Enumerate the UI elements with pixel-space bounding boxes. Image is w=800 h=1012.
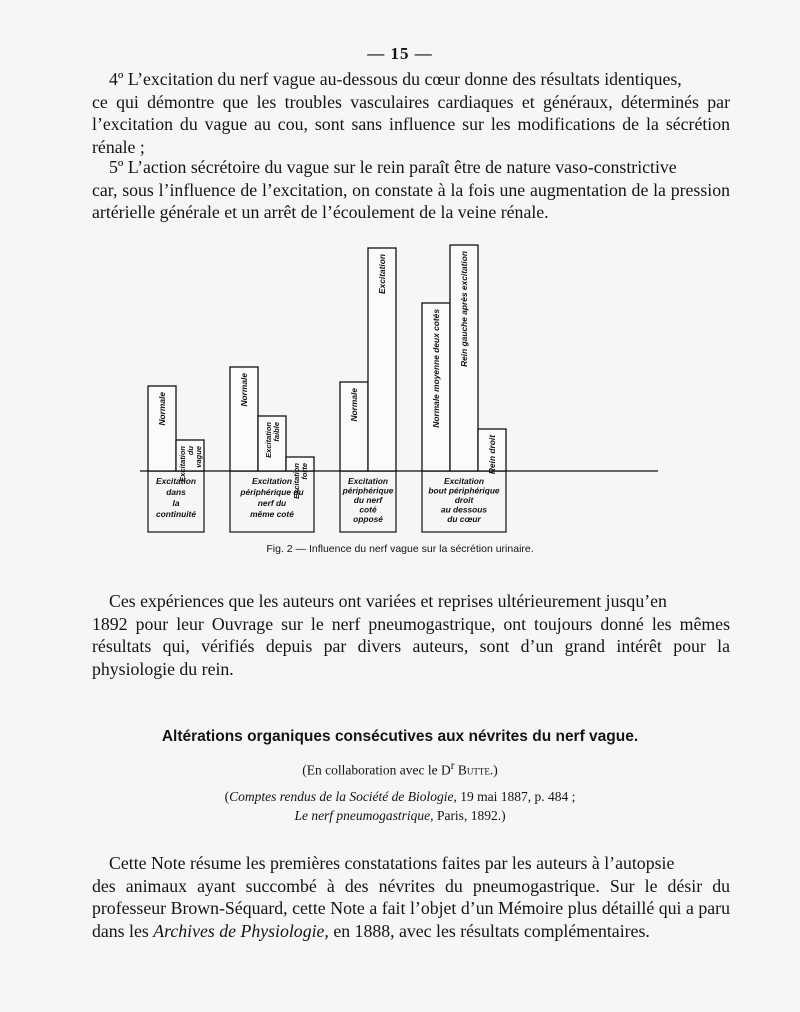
paragraph-experiences-rest: 1892 pour leur Ouvrage sur le nerf pneumogastrique, ont toujours donné les mêmes résultats qui, vérifiés depuis par divers auteurs, sont d’un grand intérêt pour la physiologie du rein. — [92, 613, 730, 679]
paragraph-4 — [92, 68, 730, 158]
group-label-3-line-5: opposé — [353, 514, 383, 524]
bar-label-g4-b2-line-1: Rein gauche après excitation — [459, 251, 469, 367]
bar-label-g4-b1-line-1: Normale moyenne deux cotés — [431, 309, 441, 428]
bar-label-g2-b2-line-1: Excitation — [264, 422, 273, 458]
bar-label-g1-b1-line-1: Normale — [157, 392, 167, 426]
figure-caption: Fig. 2 — Influence du nerf vague sur la sécrétion urinaire. — [266, 543, 534, 555]
group-label-1-line-4: continuité — [155, 509, 197, 519]
group-label-1-line-1: Excitation — [155, 476, 197, 486]
group-label-2-line-2: périphérique du — [240, 487, 304, 497]
collaboration-suffix: .) — [489, 762, 498, 778]
group-label-4-line-2: bout périphérique — [428, 485, 500, 496]
paragraph-note-part1: des animaux ayant succombé à des névrites du pneumogastrique. Sur le désir du professeur Brown-Séquard, cette Note a fait l’objet d’un Mémoire plus détaillé qui a paru dans les — [92, 875, 730, 941]
paragraph-4-rest: ce qui démontre que les troubles vasculaires cardiaques et généraux, déterminés par l’excitation du vague au cou, sont sans influence sur les modifications de la sécrétion rénale ; — [92, 91, 730, 157]
paragraph-note-archives: Archives de Physiologie, — [153, 920, 329, 941]
collaboration-prefix: (En collaboration avec le D — [302, 762, 451, 778]
group-label-1-line-2: dans — [166, 487, 186, 497]
paragraph-note-first-line: Cette Note résume les premières constatations faites par les auteurs à l’autopsie — [109, 853, 675, 873]
paragraph-note — [92, 852, 730, 942]
group-label-3-line-3: du nerf — [353, 495, 383, 505]
group-label-3-line-1: Excitation — [347, 476, 389, 486]
paragraph-4-first-line: 4º L’excitation du nerf vague au-dessous du cœur donne des résultats identiques, — [109, 69, 682, 89]
group-label-3-line-4: coté — [359, 504, 377, 515]
bar-label-g3-b2-line-1: Excitation — [377, 254, 387, 295]
bar-label-g3-b1-line-1: Normale — [349, 388, 359, 422]
urinary-secretion-bar-chart — [140, 238, 670, 536]
bar-label-g1-b2-line-3: vague — [194, 446, 203, 468]
group-label-4-line-5: du cœur — [447, 514, 481, 524]
collaboration-sup: r — [450, 760, 455, 772]
group-label-4-line-4: au dessous — [440, 504, 488, 515]
bar-label-g1-b2-line-1: Excitation — [178, 446, 187, 482]
section-title: Altérations organiques consécutives aux névrites du nerf vague. — [161, 728, 639, 745]
bar-label-g2-b1-line-1: Normale — [239, 373, 249, 407]
paragraph-5-rest: car, sous l’influence de l’excitation, on constate à la fois une augmentation de la pression artérielle générale et un arrêt de l’écoulement de la veine rénale. — [92, 179, 730, 222]
group-label-4-line-3: droit — [454, 495, 474, 505]
group-label-2-line-1: Excitation — [251, 476, 293, 486]
bar-label-g1-b2-line-2: du — [186, 446, 195, 456]
paragraph-experiences — [92, 590, 730, 680]
reference-book: Le nerf pneumogastrique, — [294, 808, 434, 823]
group-label-3-line-2: périphérique — [342, 485, 394, 496]
bar-label-g2-b3-line-1: Excitation — [292, 463, 301, 499]
paragraph-experiences-first-line: Ces expériences que les auteurs ont variées et reprises ultérieurement jusqu’en — [109, 591, 667, 611]
reference-book-details: Paris, 1892.) — [433, 808, 506, 823]
group-label-4-line-1: Excitation — [443, 476, 485, 486]
reference-line-1 — [0, 789, 800, 805]
bar-label-g2-b2-line-2: faible — [272, 422, 281, 442]
group-label-2-line-4: même coté — [250, 509, 294, 519]
bar-label-g2-b3-line-2: forte — [300, 463, 309, 480]
reference-details: 19 mai 1887, p. 484 ; — [456, 789, 576, 804]
page-number: — 15 — — [367, 44, 433, 63]
paragraph-5 — [92, 156, 730, 224]
collaboration-line — [0, 760, 800, 779]
paragraph-note-part2: en 1888, avec les résultats complémentaires. — [328, 920, 650, 941]
paragraph-5-first-line: 5º L’action sécrétoire du vague sur le rein paraît être de nature vaso-constrictive — [109, 157, 677, 177]
collaborator-name: Butte — [457, 762, 490, 778]
reference-line-2 — [0, 808, 800, 824]
bar-label-g4-b3-line-1: Rein droit — [487, 435, 497, 475]
reference-open: ( — [224, 789, 230, 804]
group-label-1-line-3: la — [172, 498, 180, 508]
reference-journal: Comptes rendus de la Société de Biologie, — [229, 789, 457, 804]
group-label-2-line-3: nerf du — [257, 498, 287, 508]
